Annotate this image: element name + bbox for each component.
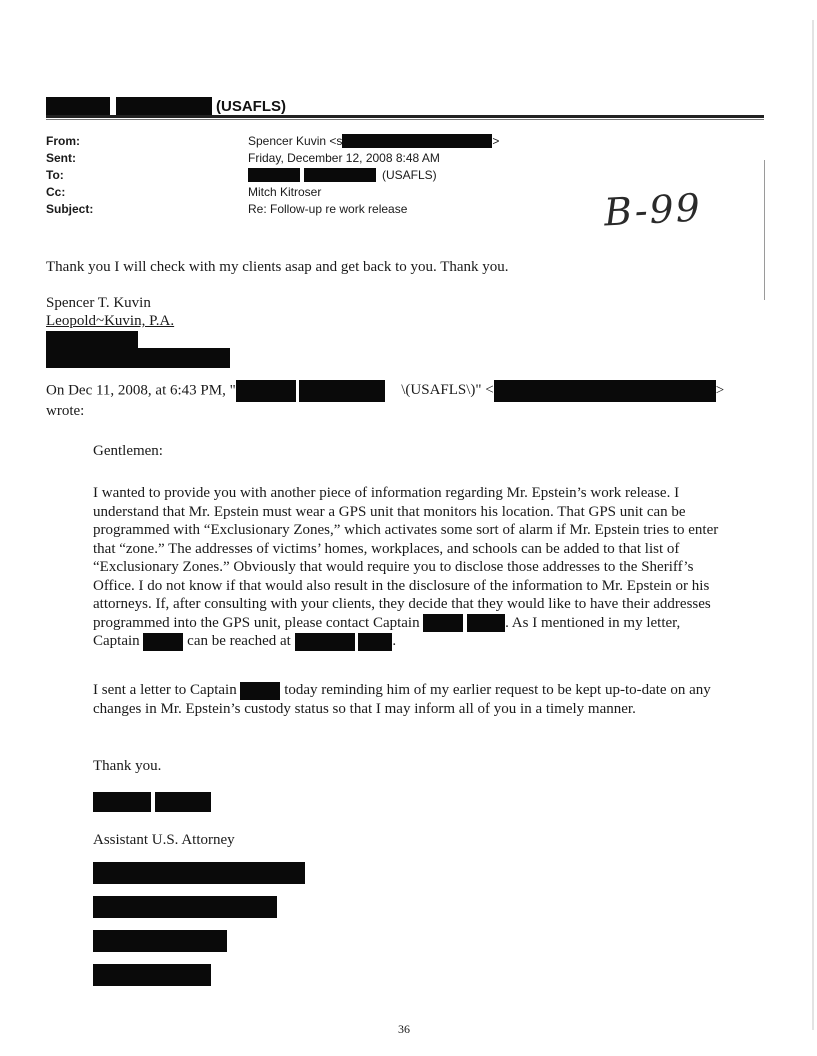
redaction-bar (423, 614, 463, 632)
reply-signature (46, 294, 230, 366)
redaction-bar (248, 168, 300, 182)
quoted-header (46, 380, 766, 421)
redaction-bar (467, 614, 505, 632)
quoted-header-part2: \(USAFLS\)" < (401, 382, 494, 399)
meta-sent-value: Friday, December 12, 2008 8:48 AM (248, 151, 440, 165)
meta-from-value (248, 134, 499, 148)
redaction-bar (46, 97, 110, 115)
page-number: 36 (398, 1022, 410, 1036)
meta-cc-label: Cc: (46, 185, 66, 199)
meta-subject-label: Subject: (46, 202, 94, 216)
redaction-bar (93, 862, 305, 884)
sig-redacted-2 (46, 348, 230, 366)
quoted-header-part3: > (715, 382, 725, 399)
redaction-bar (116, 97, 212, 115)
quoted-header-part4: wrote: (46, 403, 85, 419)
redaction-bar (299, 380, 385, 402)
from-name: Spencer Kuvin <s (248, 134, 343, 148)
meta-subject-value: Re: Follow-up re work release (248, 202, 408, 216)
para1-c: can be reached at (183, 633, 295, 650)
scan-edge-line (764, 160, 765, 300)
redaction-bar (295, 633, 355, 651)
redaction-bar (93, 896, 277, 918)
scan-edge-strip (812, 20, 814, 1030)
redaction-bar (236, 380, 296, 402)
reply-body: Thank you I will check with my clients asap and get back to you. Thank you. (46, 259, 509, 275)
quoted-header-part1: On Dec 11, 2008, at 6:43 PM, " (46, 382, 236, 399)
to-suffix: (USAFLS) (382, 168, 437, 182)
header-suffix: (USAFLS) (216, 97, 286, 115)
para1-b: . As I mentioned in my letter, Captain (93, 614, 681, 650)
quoted-signature-redacted (93, 792, 723, 812)
quoted-paragraph-2 (93, 681, 723, 718)
meta-to-value (248, 168, 437, 182)
handwritten-exhibit-note: B-99 (602, 185, 703, 235)
meta-from-label: From: (46, 134, 80, 148)
meta-to-label: To: (46, 168, 64, 182)
para2-a: I sent a letter to Captain (93, 682, 241, 698)
quoted-title: Assistant U.S. Attorney (93, 832, 235, 848)
redaction-bar (143, 633, 183, 651)
sig-firm: Leopold~Kuvin, P.A. (46, 313, 175, 329)
quoted-thanks: Thank you. (93, 758, 162, 774)
sig-redacted-1 (46, 330, 230, 348)
para1-a: I wanted to provide you with another piece of information regarding Mr. Epstein’s work release. I understand that Mr. Epstein must wear a GPS unit that monitors his location. That GPS unit can be programmed with “Exclusionary Zones,” which activates some sort of alarm if Mr. Epstein tries to enter that “zone.” The addresses of victims’ homes, workplaces, and schools can be added to that list of “Exclusionary Zones.” Obviously that would require you to disclose those addresses to the Sheriff’s Office. I do not know if that would also result in the disclosure of the information to Mr. Epstein or his attorneys. If, after consulting with your clients, they decide that they would like to have their addresses programmed into the GPS unit, please contact Captain (93, 485, 719, 631)
redaction-bar (93, 930, 227, 952)
quoted-greeting: Gentlemen: (93, 443, 163, 459)
sig-name: Spencer T. Kuvin (46, 295, 151, 311)
meta-sent-label: Sent: (46, 151, 76, 165)
header-rule-thin (46, 119, 764, 120)
redaction-bar (494, 380, 716, 402)
para2-b: today reminding him of my earlier request to be kept up-to-date on any changes in Mr. Epstein’s custody status so that I may inform all of you in a timely manner. (93, 682, 711, 717)
redaction-bar (240, 682, 280, 700)
meta-cc-value: Mitch Kitroser (248, 185, 322, 199)
redaction-bar (46, 348, 230, 368)
redaction-bar (358, 633, 392, 651)
quoted-paragraph-1 (93, 484, 723, 651)
from-close: > (492, 134, 500, 148)
header-rule (46, 115, 764, 118)
redaction-bar (304, 168, 376, 182)
redaction-bar (46, 331, 138, 349)
redaction-bar (155, 792, 211, 812)
email-header-title (46, 96, 286, 116)
redaction-bar (93, 964, 211, 986)
quoted-contact-redacted (93, 862, 723, 998)
redaction-bar (342, 134, 492, 148)
redaction-bar (93, 792, 151, 812)
para1-d: . (392, 633, 397, 650)
